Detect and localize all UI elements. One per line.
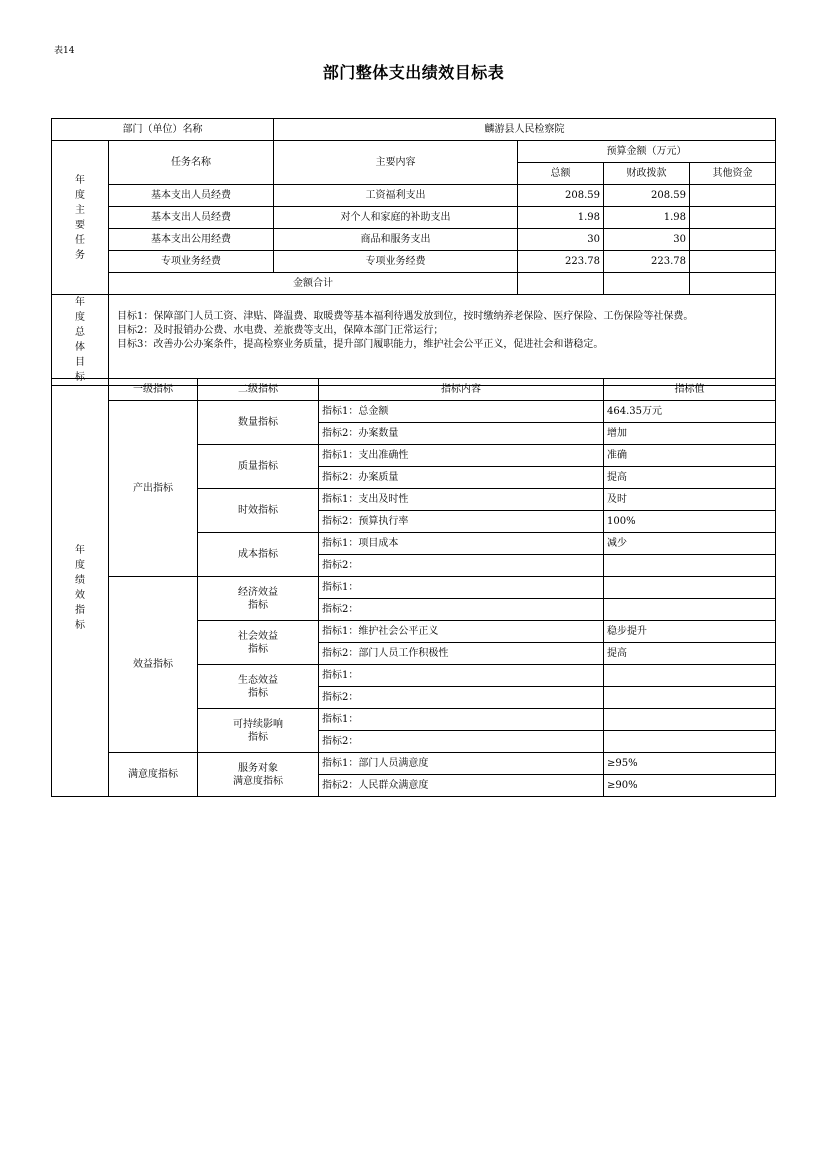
timeliness-indicator: 时效指标 [198, 489, 319, 533]
table-row [52, 753, 776, 775]
sustainable-indicator: 可持续影响 指标 [198, 709, 319, 753]
task-other [690, 229, 776, 251]
task-content: 商品和服务支出 [274, 229, 518, 251]
indicator-value: 准确 [604, 445, 776, 467]
sum-row [52, 273, 776, 295]
indicator-content: 指标2：办案数量 [319, 423, 604, 445]
task-name: 基本支出人员经费 [109, 207, 274, 229]
quantity-indicator: 数量指标 [198, 401, 319, 445]
ecological-indicator: 生态效益 指标 [198, 665, 319, 709]
indicator-content: 指标2： [319, 555, 604, 577]
benefit-indicator-label: 效益指标 [109, 577, 198, 753]
task-other [690, 207, 776, 229]
table-number: 表14 [54, 46, 75, 56]
document-title: 部门整体支出绩效目标表 [322, 63, 505, 82]
task-total: 30 [518, 229, 604, 251]
indicator-content: 指标1： [319, 577, 604, 599]
task-fiscal: 223.78 [604, 251, 690, 273]
indicator-content: 指标2：预算执行率 [319, 511, 604, 533]
indicator-value: 减少 [604, 533, 776, 555]
task-other [690, 251, 776, 273]
indicator-value: ≥90% [604, 775, 776, 797]
indicator-value: 100% [604, 511, 776, 533]
indicator-value: 提高 [604, 643, 776, 665]
indicator-content: 指标1： [319, 665, 604, 687]
indicator-value [604, 709, 776, 731]
indicator-value [604, 731, 776, 753]
sum-fiscal [604, 273, 690, 295]
indicator-table [51, 378, 776, 797]
task-other [690, 185, 776, 207]
indicator-content: 指标2：部门人员工作积极性 [319, 643, 604, 665]
goal-line: 目标3：改善办公办案条件，提高检察业务质量，提升部门履职能力，维护社会公平正义，促进社会和谐稳定。 [117, 339, 604, 350]
indicator-value [604, 665, 776, 687]
task-content: 对个人和家庭的补助支出 [274, 207, 518, 229]
col-indicator-value: 指标值 [604, 379, 776, 401]
table-row [52, 401, 776, 423]
task-fiscal: 1.98 [604, 207, 690, 229]
indicator-value [604, 555, 776, 577]
annual-tasks-label: 年度主要任务 [52, 141, 109, 295]
economic-indicator: 经济效益 指标 [198, 577, 319, 621]
col-budget: 预算金额（万元） [518, 141, 776, 163]
task-total: 208.59 [518, 185, 604, 207]
indicator-value: ≥95% [604, 753, 776, 775]
task-total: 1.98 [518, 207, 604, 229]
indicator-value: 及时 [604, 489, 776, 511]
indicator-value: 464.35万元 [604, 401, 776, 423]
indicator-value [604, 599, 776, 621]
task-name: 基本支出公用经费 [109, 229, 274, 251]
task-content: 专项业务经费 [274, 251, 518, 273]
indicator-content: 指标1： [319, 709, 604, 731]
goal-line: 目标2：及时报销办公费、水电费、差旅费等支出，保障本部门正常运行； [117, 325, 444, 336]
table-row [52, 251, 776, 273]
service-satisfaction-indicator: 服务对象 满意度指标 [198, 753, 319, 797]
indicator-content: 指标2： [319, 687, 604, 709]
indicator-content: 指标1：总金额 [319, 401, 604, 423]
quality-indicator: 质量指标 [198, 445, 319, 489]
annual-goals-label: 年度总体目标 [52, 295, 109, 386]
task-name: 专项业务经费 [109, 251, 274, 273]
indicator-value: 增加 [604, 423, 776, 445]
col-level1: 一级指标 [109, 379, 198, 401]
task-fiscal: 30 [604, 229, 690, 251]
task-table [51, 118, 776, 386]
indicator-content: 指标2： [319, 731, 604, 753]
indicator-value [604, 687, 776, 709]
indicator-value [604, 577, 776, 599]
col-fiscal: 财政拨款 [604, 163, 690, 185]
col-level2: 二级指标 [198, 379, 319, 401]
sum-other [690, 273, 776, 295]
indicator-value: 稳步提升 [604, 621, 776, 643]
indicator-content: 指标1：项目成本 [319, 533, 604, 555]
indicator-content: 指标2：办案质量 [319, 467, 604, 489]
sum-total [518, 273, 604, 295]
task-total: 223.78 [518, 251, 604, 273]
col-task-name: 任务名称 [109, 141, 274, 185]
dept-name-label: 部门（单位）名称 [52, 119, 274, 141]
table-row [52, 577, 776, 599]
indicator-content: 指标1：部门人员满意度 [319, 753, 604, 775]
sum-label: 金额合计 [109, 273, 518, 295]
annual-indicators-label: 年度绩效指标 [52, 379, 109, 797]
indicator-content: 指标1：支出准确性 [319, 445, 604, 467]
task-name: 基本支出人员经费 [109, 185, 274, 207]
table-row [52, 229, 776, 251]
col-other: 其他资金 [690, 163, 776, 185]
table-row [52, 207, 776, 229]
col-main-content: 主要内容 [274, 141, 518, 185]
goal-line: 目标1：保障部门人员工资、津贴、降温费、取暖费等基本福利待遇发放到位，按时缴纳养老保险、医疗保险、工伤保险等社保费。 [117, 311, 694, 322]
cost-indicator: 成本指标 [198, 533, 319, 577]
col-total: 总额 [518, 163, 604, 185]
annual-goals-text [109, 295, 776, 386]
task-content: 工资福利支出 [274, 185, 518, 207]
table-row [52, 185, 776, 207]
indicator-content: 指标1：维护社会公平正义 [319, 621, 604, 643]
indicator-content: 指标2：人民群众满意度 [319, 775, 604, 797]
indicator-content: 指标1：支出及时性 [319, 489, 604, 511]
satisfaction-indicator-label: 满意度指标 [109, 753, 198, 797]
indicator-value: 提高 [604, 467, 776, 489]
col-indicator-content: 指标内容 [319, 379, 604, 401]
task-fiscal: 208.59 [604, 185, 690, 207]
indicator-content: 指标2： [319, 599, 604, 621]
output-indicator-label: 产出指标 [109, 401, 198, 577]
social-indicator: 社会效益 指标 [198, 621, 319, 665]
dept-name-value: 麟游县人民检察院 [274, 119, 776, 141]
